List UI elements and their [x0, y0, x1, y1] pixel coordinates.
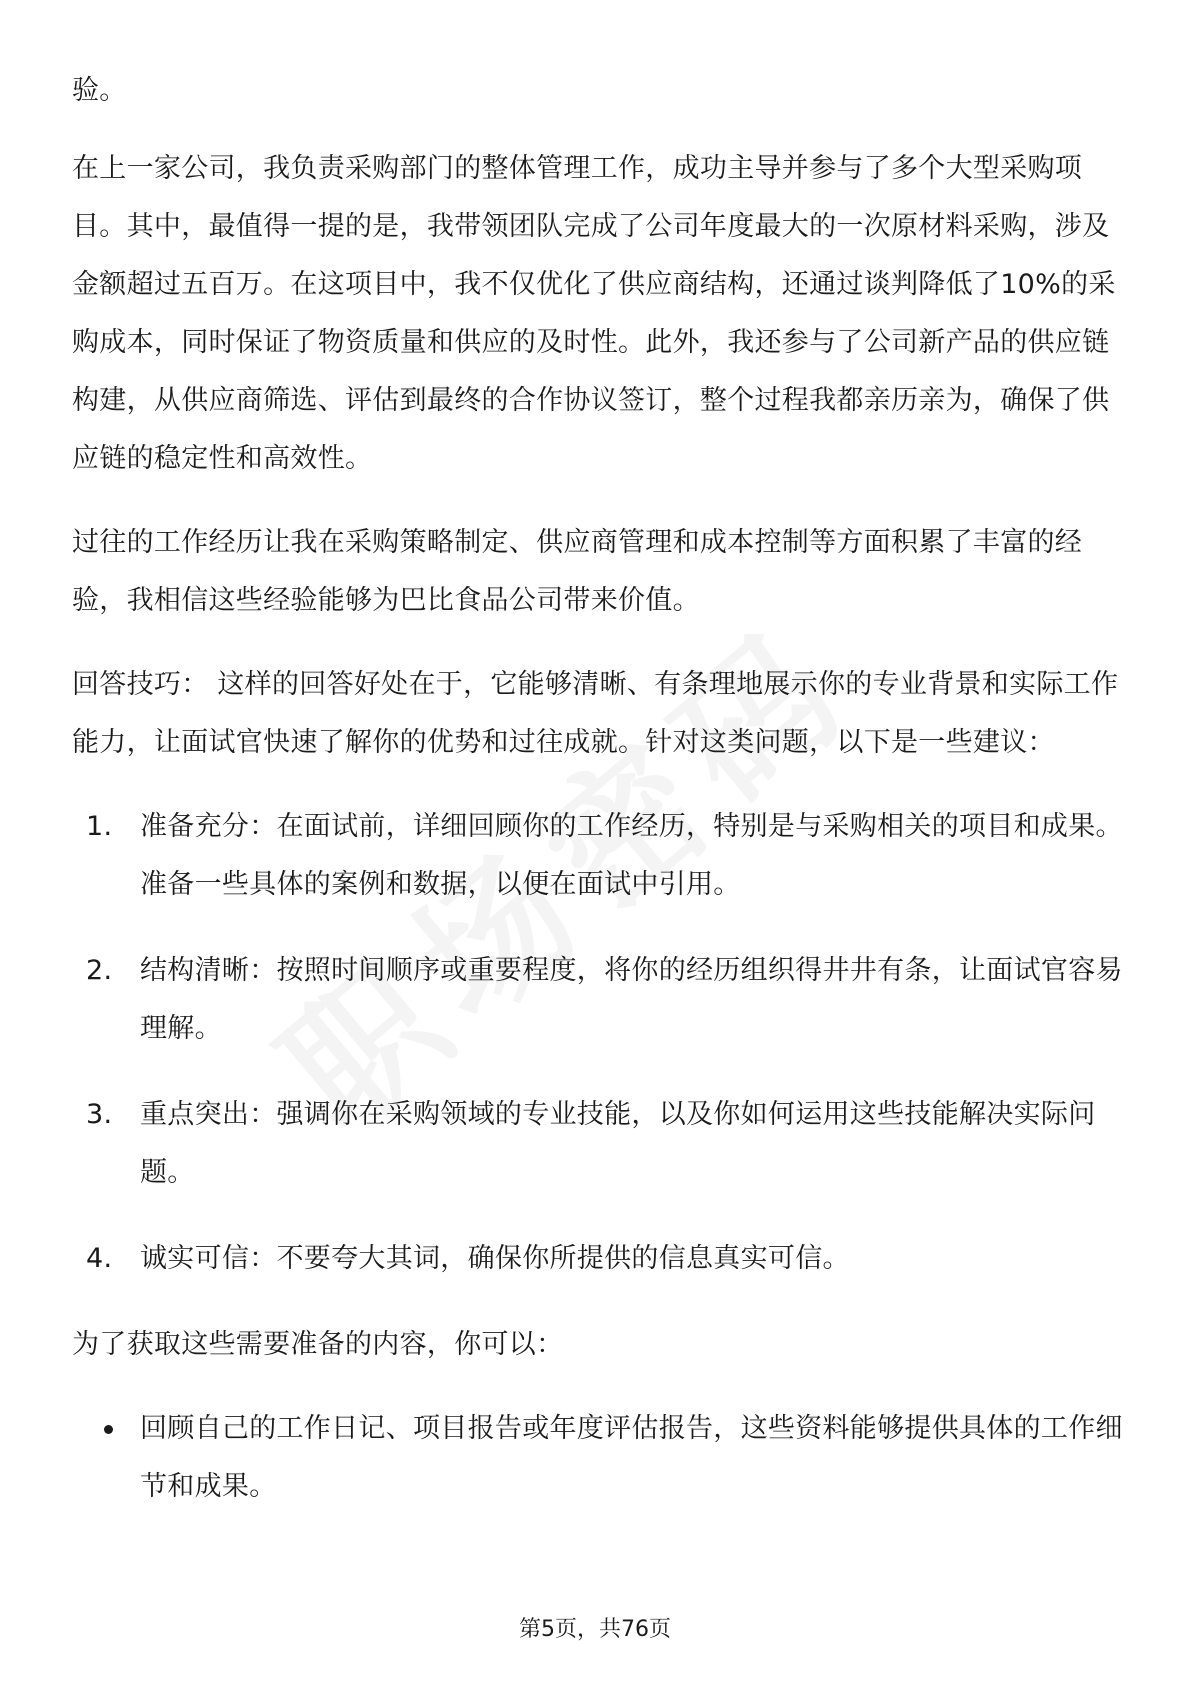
bullet-icon	[104, 1425, 113, 1434]
list-item-text: 回顾自己的工作日记、项目报告或年度评估报告，这些资料能够提供具体的工作细节和成果。	[140, 1413, 1123, 1502]
document-page	[72, 62, 1124, 1544]
list-item	[86, 942, 1124, 1058]
paragraph-experience: 在上一家公司，我负责采购部门的整体管理工作，成功主导并参与了多个大型采购项目。其中，最值得一提的是，我带领团队完成了公司年度最大的一次原材料采购，涉及金额超过五百万。在这项目中，我不仅优化了供应商结构，还通过谈判降低了10%的采购成本，同时保证了物资质量和供应的及时性。此外，我还参与了公司新产品的供应链构建，从供应商筛选、评估到最终的合作协议签订，整个过程我都亲历亲为，确保了供应链的稳定性和高效性。	[72, 153, 1116, 474]
list-number: 1.	[86, 811, 113, 842]
tips-numbered-list	[72, 798, 1124, 1288]
list-item	[86, 1230, 1124, 1288]
list-item-text: 结构清晰：按照时间顺序或重要程度，将你的经历组织得井井有条，让面试官容易理解。	[140, 955, 1123, 1044]
list-item-text: 重点突出：强调你在采购领域的专业技能，以及你如何运用这些技能解决实际问题。	[140, 1099, 1096, 1188]
list-item	[86, 798, 1124, 914]
paragraph-summary: 过往的工作经历让我在采购策略制定、供应商管理和成本控制等方面积累了丰富的经验，我相信这些经验能够为巴比食品公司带来价值。	[72, 527, 1083, 616]
list-number: 3.	[86, 1099, 113, 1130]
list-item-text: 诚实可信：不要夸大其词，确保你所提供的信息真实可信。	[140, 1243, 850, 1274]
paragraph-answer-tips: 回答技巧： 这样的回答好处在于，它能够清晰、有条理地展示你的专业背景和实际工作能力，让面试官快速了解你的优势和过往成就。针对这类问题，以下是一些建议：	[72, 669, 1119, 758]
bullet-list	[72, 1400, 1124, 1516]
list-item	[86, 1086, 1124, 1202]
list-item-text: 准备充分：在面试前，详细回顾你的工作经历，特别是与采购相关的项目和成果。准备一些具体的案例和数据，以便在面试中引用。	[140, 811, 1123, 900]
list-number: 2.	[86, 955, 113, 986]
list-number: 4.	[86, 1243, 113, 1274]
page-footer: 第5页，共76页	[519, 1617, 671, 1642]
list-item	[86, 1400, 1124, 1516]
paragraph-preparation: 为了获取这些需要准备的内容，你可以：	[72, 1329, 564, 1360]
paragraph-continuation: 验。	[72, 75, 127, 106]
